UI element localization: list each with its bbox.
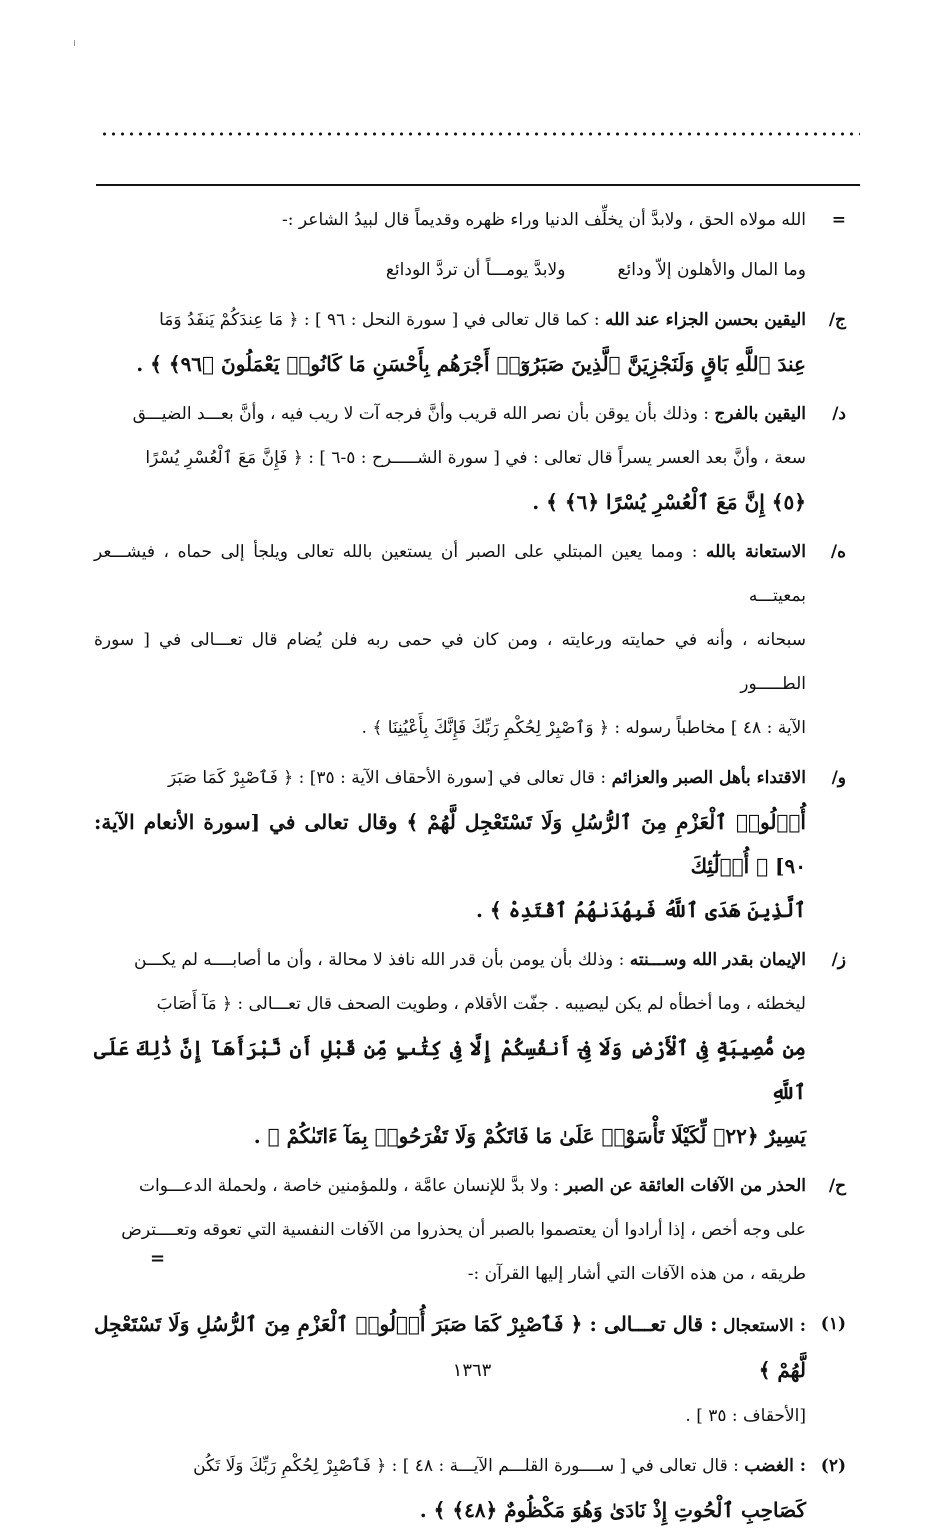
section-heading: الإيمان بقدر الله وســـنته (629, 950, 806, 970)
section-text: : كما قال تعالى في [ سورة النحل : ٩٦ ] : ﴿ مَا عِندَكُمْ يَنفَدُ وَمَا (159, 310, 600, 330)
section-text: سعة ، وأنَّ بعد العسر يسراً قال تعالى : في [ سورة الشـــــرح : ٥-٦ ] : ﴿ فَإِنَّ مَعَ ٱلْعُسْرِ يُسْرًا (145, 448, 806, 468)
section-item (94, 756, 846, 932)
section-item (94, 530, 846, 750)
section-text: على وجه أخص ، إذا أرادوا أن يعتصموا بالصبر أن يحذروا من الآفات النفسية التي تعوقه وتعــــترض (121, 1220, 806, 1240)
poem-hemistich-right: وما المال والأهلون إلاّ ودائع (617, 260, 806, 280)
item-text: : قال تعـــالى : ﴿ فَٱصْبِرْ كَمَا صَبَرَ أُو۟لُوا۟ ٱلْعَزْمِ مِنَ ٱلرُّسُلِ وَلَا تَسْتَعْجِل لَّهُمْ ﴾ (94, 1312, 806, 1382)
section-text: ليخطئه ، وما أخطأه لم يكن ليصيبه . جفّت الأقلام ، وطويت الصحف قال تعـــالى : ﴿ مَآ أَصَابَ (156, 994, 806, 1014)
item-heading: : الاستعجال (723, 1316, 806, 1336)
section-text: عِندَ ٱللَّهِ بَاقٍ وَلَنَجْزِيَنَّ ٱلَّذِينَ صَبَرُوٓا۟ أَجْرَهُم بِأَحْسَنِ مَا كَانُوا۟ يَعْمَلُونَ ﴿٩٦﴾ ﴾ . (136, 352, 806, 376)
section-text: : وذلك بأن يومن بأن قدر الله نافذ لا محالة ، وأن ما أصابــــه لم يكـــن (133, 950, 625, 970)
section-marker: ز/ (831, 950, 846, 970)
dotted-separator (100, 132, 860, 136)
item-text: كَصَاحِبِ ٱلْحُوتِ إِذْ نَادَىٰ وَهُوَ مَكْظُومٌ ﴿٤٨﴾ ﴾ . (419, 1498, 806, 1522)
section-item (94, 392, 846, 524)
page-body (94, 198, 846, 1538)
section-marker: ج/ (828, 310, 846, 330)
item-number: (١) (820, 1314, 846, 1334)
section-text: : ولا بدَّ للإنسان عامَّة ، وللمؤمنين خاصة ، ولحملة الدعـــوات (138, 1176, 560, 1196)
section-text: مِن مُّصِيبَةٍ فِى ٱلْأَرْضِ وَلَا فِىٓ أَنفُسِكُمْ إِلَّا فِى كِتَٰبٍ مِّن قَبْلِ أَن نَّبْرَأَهَآ إِنَّ ذَٰلِكَ عَلَى ٱللَّهِ (94, 1036, 806, 1104)
section-marker: ح/ (828, 1176, 846, 1196)
section-text: : ومما يعين المبتلي على الصبر أن يستعين بالله تعالى ويلجأ إلى حماه ، فيشـــعر بمعيتـــه (94, 542, 806, 606)
section-text: طريقه ، من هذه الآفات التي أشار إليها القرآن :- (467, 1264, 806, 1284)
scan-mark (74, 40, 75, 46)
item-number: (٢) (820, 1456, 846, 1476)
numbered-item (94, 1444, 846, 1532)
section-heading: الحذر من الآفات العائقة عن الصبر (564, 1176, 806, 1196)
section-heading: اليقين بالفرج (714, 404, 806, 424)
section-heading: الاقتداء بأهل الصبر والعزائم (611, 768, 806, 788)
header-rule (96, 184, 860, 186)
poem-hemistich-left: ولابدَّ يومـــاً أن تردَّ الودائع (385, 260, 566, 280)
section-item (94, 298, 846, 386)
section-heading: اليقين بحسن الجزاء عند الله (604, 310, 806, 330)
page-number: ١٣٦٣ (452, 1360, 492, 1381)
item-text: : قال تعالى في [ ســــورة القلـــم الآيـــة : ٤٨ ] : ﴿ فَٱصْبِرْ لِحُكْمِ رَبِّكَ وَلَا تَكُن (193, 1456, 739, 1476)
section-marker: ه/ (830, 542, 846, 562)
section-text: سبحانه ، وأنه في حمايته ورعايته ، ومن كان في حمى ربه فلن يُضام قال تعـــالى في [ سورة الطـــــور (94, 630, 806, 694)
section-marker: د/ (832, 404, 846, 424)
poem-verse (94, 248, 846, 292)
section-item (94, 1164, 846, 1296)
section-text: : قال تعالى في [سورة الأحقاف الآية : ٣٥] : ﴿ فَٱصْبِرْ كَمَا صَبَرَ (168, 768, 607, 788)
section-heading: الاستعانة بالله (706, 542, 806, 562)
section-marker: و/ (831, 768, 846, 788)
item-heading: : الغضب (744, 1456, 806, 1476)
section-text: ﴿٥﴾ إِنَّ مَعَ ٱلْعُسْرِ يُسْرًا ﴿٦﴾ ﴾ . (532, 490, 806, 514)
section-text: ٱلَّذِينَ هَدَى ٱللَّهُ فَبِهُدَىٰهُمُ ٱقْتَدِهْ ﴾ . (476, 898, 806, 922)
section-text: أُو۟لُوا۟ ٱلْعَزْمِ مِنَ ٱلرُّسُلِ وَلَا تَسْتَعْجِل لَّهُمْ ﴾ وقال تعالى في [سورة الأنعام الآية: ٩٠] ﴿ أُو۟لَٰٓئِكَ (94, 810, 806, 878)
section-text: : وذلك بأن يوقن بأن نصر الله قريب وأنَّ فرجه آت لا ريب فيه ، وأنَّ بعـــد الضيـــق (132, 404, 709, 424)
item-text: [الأحقاف : ٣٥ ] . (685, 1406, 806, 1426)
opening-paragraph (94, 198, 846, 242)
continuation-marker: = (831, 210, 846, 230)
section-item (94, 938, 846, 1158)
opening-line: الله مولاه الحق ، ولابدَّ أن يخلِّف الدنيا وراء ظهره وقديماً قال لبيدُ الشاعر :- (282, 210, 806, 230)
section-text: يَسِيرٌ ﴿٢٢﴾ لِّكَيْلَا تَأْسَوْا۟ عَلَىٰ مَا فَاتَكُمْ وَلَا تَفْرَحُوا۟ بِمَآ ءَاتَىٰكُمْ ﴾ . (253, 1124, 806, 1148)
section-text: الآية : ٤٨ ] مخاطباً رسوله : ﴿ وَٱصْبِرْ لِحُكْمِ رَبِّكَ فَإِنَّكَ بِأَعْيُنِنَا ﴾ . (361, 718, 806, 738)
continuation-mark: = (150, 1248, 166, 1269)
